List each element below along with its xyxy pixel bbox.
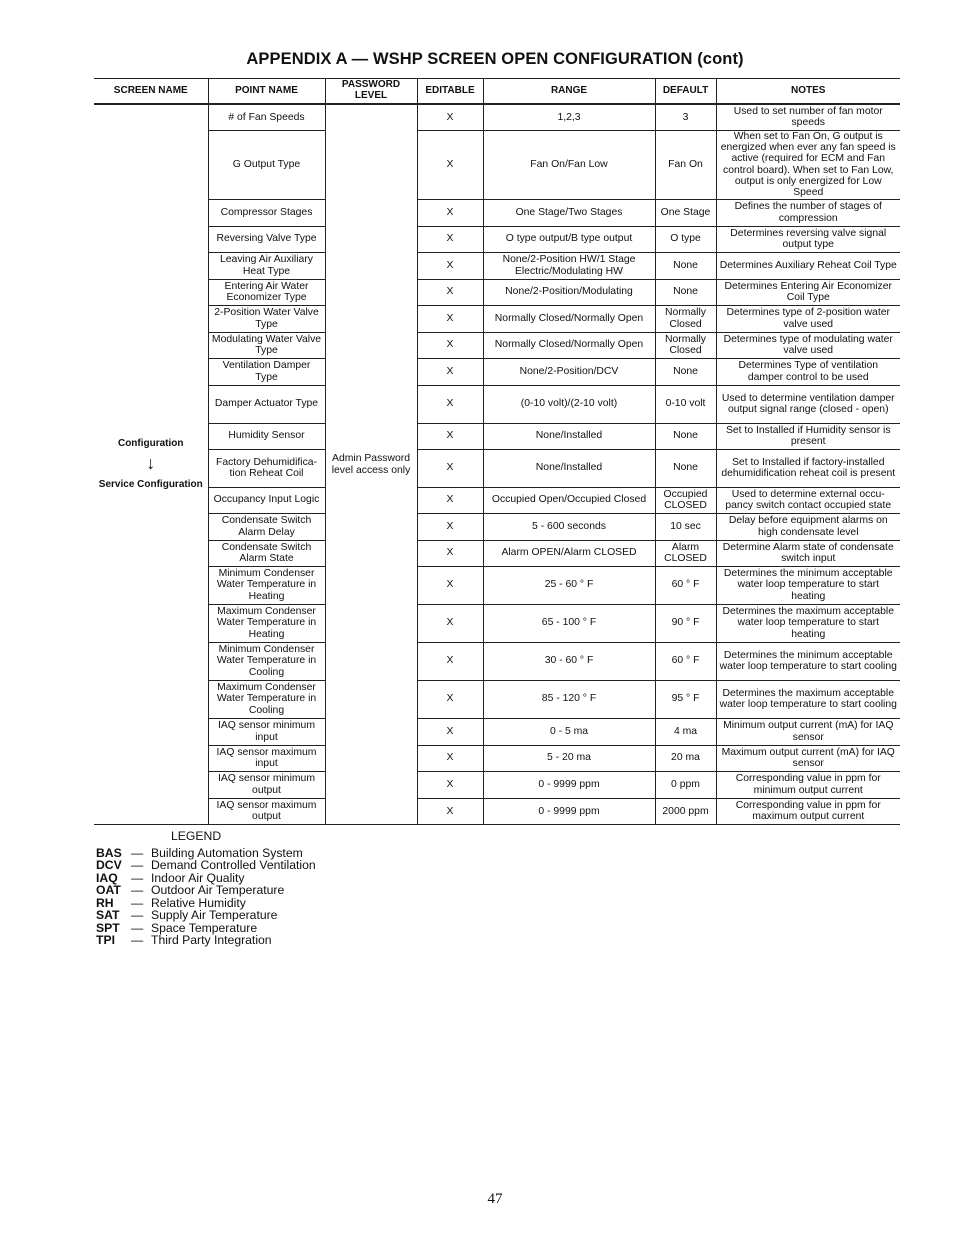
default-cell: 2000 ppm [655,798,716,824]
range-cell: 30 - 60 ° F [483,642,655,680]
legend [96,830,316,947]
configuration-table [94,79,900,824]
table-row [94,771,900,798]
range-cell: None/Installed [483,449,655,487]
editable-cell: X [417,279,483,305]
screen-name-cell [94,104,208,824]
legend-text: Third Party Integration [151,933,272,947]
header-default: DEFAULT [655,79,716,104]
default-cell: None [655,449,716,487]
table-header-row [94,79,900,104]
range-cell: Fan On/Fan Low [483,130,655,199]
table-row [94,566,900,604]
legend-text: Demand Controlled Ventilation [151,858,316,872]
point-name-cell: Leaving Air Auxiliary Heat Type [208,252,325,279]
notes-cell: Determines Entering Air Economizer Coil Type [716,279,900,305]
table-row [94,540,900,566]
editable-cell: X [417,130,483,199]
legend-abbr: IAQ [96,870,118,885]
table-row [94,798,900,824]
point-name-cell: Damper Actuator Type [208,385,325,423]
editable-cell: X [417,745,483,771]
range-cell: (0-10 volt)/(2-10 volt) [483,385,655,423]
range-cell: None/2-Position/DCV [483,358,655,385]
legend-item [96,859,316,872]
default-cell: 95 ° F [655,680,716,718]
point-name-cell: Reversing Valve Type [208,226,325,252]
legend-text: Building Automation System [151,845,303,860]
default-cell: None [655,252,716,279]
default-cell: Fan On [655,130,716,199]
range-cell: None/2-Position/Modulating [483,279,655,305]
range-cell: Alarm OPEN/Alarm CLOSED [483,540,655,566]
legend-title: LEGEND [171,829,222,843]
point-name-cell: IAQ sensor maximum output [208,798,325,824]
legend-text: Relative Humidity [151,895,246,910]
editable-cell: X [417,540,483,566]
notes-cell: Determines the maximum acceptable water loop temperature to start cooling [716,680,900,718]
point-name-cell: Condensate Switch Alarm State [208,540,325,566]
legend-dash: — [131,883,144,897]
legend-dash: — [131,895,144,910]
table-bottom-rule [94,824,900,825]
editable-cell: X [417,423,483,449]
screen-name-configuration: Configuration [117,437,184,449]
legend-abbr: SPT [96,920,120,935]
notes-cell: Determines type of 2-position water valve used [716,305,900,332]
point-name-cell: Entering Air Water Economizer Type [208,279,325,305]
range-cell: 0 - 5 ma [483,718,655,745]
point-name-cell: Compressor Stages [208,199,325,226]
legend-item [96,909,316,922]
point-name-cell: # of Fan Speeds [208,104,325,130]
range-cell: 0 - 9999 ppm [483,798,655,824]
point-name-cell: Condensate Switch Alarm Delay [208,513,325,540]
notes-cell: Corresponding value in ppm for maximum output current [716,798,900,824]
page-title: APPENDIX A — WSHP SCREEN OPEN CONFIGURATION (cont) [246,50,744,68]
table-row [94,745,900,771]
point-name-cell: Ventilation Damper Type [208,358,325,385]
default-cell: 4 ma [655,718,716,745]
range-cell: Normally Closed/Normally Open [483,305,655,332]
point-name-cell: Occupancy Input Logic [208,487,325,513]
default-cell: O type [655,226,716,252]
default-cell: None [655,423,716,449]
table-row [94,423,900,449]
legend-dash: — [131,858,144,872]
legend-abbr: BAS [96,845,122,860]
point-name-cell: 2-Position Water Valve Type [208,305,325,332]
point-name-cell: IAQ sensor minimum output [208,771,325,798]
legend-list [96,847,316,947]
header-range: RANGE [483,79,655,104]
range-cell: 0 - 9999 ppm [483,771,655,798]
default-cell: Normally Closed [655,305,716,332]
default-cell: None [655,358,716,385]
default-cell: 10 sec [655,513,716,540]
table-row [94,604,900,642]
table-row [94,226,900,252]
legend-abbr: TPI [96,933,115,947]
point-name-cell: Modulating Water Valve Type [208,332,325,358]
table-row [94,332,900,358]
table-row [94,487,900,513]
point-name-cell: Factory Dehumidifica-tion Reheat Coil [208,449,325,487]
table-row [94,680,900,718]
table-row [94,513,900,540]
header-editable: EDITABLE [417,79,483,104]
notes-cell: Delay before equipment alarms on high condensate level [716,513,900,540]
notes-cell: Maximum output current (mA) for IAQ sensor [716,745,900,771]
editable-cell: X [417,566,483,604]
notes-cell: Determines Auxiliary Reheat Coil Type [716,252,900,279]
legend-text: Indoor Air Quality [151,870,245,885]
table-row [94,104,900,130]
table-row [94,279,900,305]
default-cell: 0 ppm [655,771,716,798]
editable-cell: X [417,718,483,745]
notes-cell: Used to set number of fan motor speeds [716,104,900,130]
editable-cell: X [417,104,483,130]
header-notes: NOTES [716,79,900,104]
range-cell: O type output/B type output [483,226,655,252]
default-cell: 20 ma [655,745,716,771]
down-arrow-icon: ↓ [146,453,156,474]
notes-cell: Determines reversing valve signal output type [716,226,900,252]
default-cell: 90 ° F [655,604,716,642]
range-cell: None/2-Position HW/1 Stage Electric/Modulating HW [483,252,655,279]
default-cell: 0-10 volt [655,385,716,423]
table-row [94,718,900,745]
notes-cell: Determines the maximum acceptable water loop temperature to start heating [716,604,900,642]
header-password-level: PASSWORD LEVEL [325,79,417,104]
page-number: 47 [487,1191,503,1207]
point-name-cell: Minimum Condenser Water Temperature in Cooling [208,642,325,680]
range-cell: 5 - 600 seconds [483,513,655,540]
point-name-cell: Maximum Condenser Water Temperature in Heating [208,604,325,642]
notes-cell: Used to determine external occu-pancy switch contact occupied state [716,487,900,513]
notes-cell: Corresponding value in ppm for minimum output current [716,771,900,798]
legend-text: Space Temperature [151,920,258,935]
table-row [94,358,900,385]
point-name-cell: Humidity Sensor [208,423,325,449]
legend-abbr: RH [96,895,114,910]
legend-item [96,884,316,897]
editable-cell: X [417,642,483,680]
legend-dash: — [131,870,144,885]
range-cell: One Stage/Two Stages [483,199,655,226]
header-screen-name: SCREEN NAME [94,79,208,104]
table-row [94,385,900,423]
legend-dash: — [131,920,144,935]
default-cell: 3 [655,104,716,130]
default-cell: Alarm CLOSED [655,540,716,566]
table-row [94,305,900,332]
point-name-cell: Minimum Condenser Water Temperature in Heating [208,566,325,604]
notes-cell: Determines the minimum acceptable water loop temperature to start cooling [716,642,900,680]
notes-cell: Determines Type of ventilation damper control to be used [716,358,900,385]
notes-cell: Set to Installed if Humidity sensor is present [716,423,900,449]
editable-cell: X [417,680,483,718]
legend-text: Supply Air Temperature [151,908,278,922]
default-cell: 60 ° F [655,642,716,680]
legend-abbr: SAT [96,908,120,922]
range-cell: Normally Closed/Normally Open [483,332,655,358]
range-cell: None/Installed [483,423,655,449]
range-cell: 85 - 120 ° F [483,680,655,718]
editable-cell: X [417,798,483,824]
range-cell: Occupied Open/Occupied Closed [483,487,655,513]
editable-cell: X [417,449,483,487]
notes-cell: When set to Fan On, G output is energized when ever any fan speed is active (required for ECM and Fan control board). When set to Fan Low, output is only energized for Low Speed [716,130,900,199]
editable-cell: X [417,604,483,642]
editable-cell: X [417,226,483,252]
default-cell: One Stage [655,199,716,226]
range-cell: 5 - 20 ma [483,745,655,771]
editable-cell: X [417,199,483,226]
default-cell: Normally Closed [655,332,716,358]
password-level-cell: Admin Password level access only [325,104,417,824]
point-name-cell: IAQ sensor minimum input [208,718,325,745]
editable-cell: X [417,385,483,423]
editable-cell: X [417,358,483,385]
point-name-cell: G Output Type [208,130,325,199]
default-cell: None [655,279,716,305]
legend-item [96,934,316,947]
point-name-cell: IAQ sensor maximum input [208,745,325,771]
legend-abbr: OAT [96,883,121,897]
notes-cell: Minimum output current (mA) for IAQ sensor [716,718,900,745]
notes-cell: Determines type of modulating water valve used [716,332,900,358]
editable-cell: X [417,487,483,513]
table-row [94,130,900,199]
editable-cell: X [417,513,483,540]
default-cell: Occupied CLOSED [655,487,716,513]
notes-cell: Used to determine ventilation damper output signal range (closed - open) [716,385,900,423]
range-cell: 25 - 60 ° F [483,566,655,604]
table-row [94,199,900,226]
legend-dash: — [131,908,144,922]
legend-dash: — [131,845,144,860]
screen-name-service-configuration: Service Configuration [98,478,203,490]
editable-cell: X [417,771,483,798]
editable-cell: X [417,332,483,358]
notes-cell: Set to Installed if factory-installed dehumidification reheat coil is present [716,449,900,487]
legend-dash: — [131,933,144,947]
legend-abbr: DCV [96,858,122,872]
notes-cell: Determine Alarm state of condensate switch input [716,540,900,566]
range-cell: 65 - 100 ° F [483,604,655,642]
editable-cell: X [417,252,483,279]
table-row [94,449,900,487]
range-cell: 1,2,3 [483,104,655,130]
point-name-cell: Maximum Condenser Water Temperature in Cooling [208,680,325,718]
default-cell: 60 ° F [655,566,716,604]
legend-text: Outdoor Air Temperature [151,883,285,897]
notes-cell: Defines the number of stages of compression [716,199,900,226]
editable-cell: X [417,305,483,332]
header-point-name: POINT NAME [208,79,325,104]
table-row [94,642,900,680]
table-row [94,252,900,279]
notes-cell: Determines the minimum acceptable water loop temperature to start heating [716,566,900,604]
